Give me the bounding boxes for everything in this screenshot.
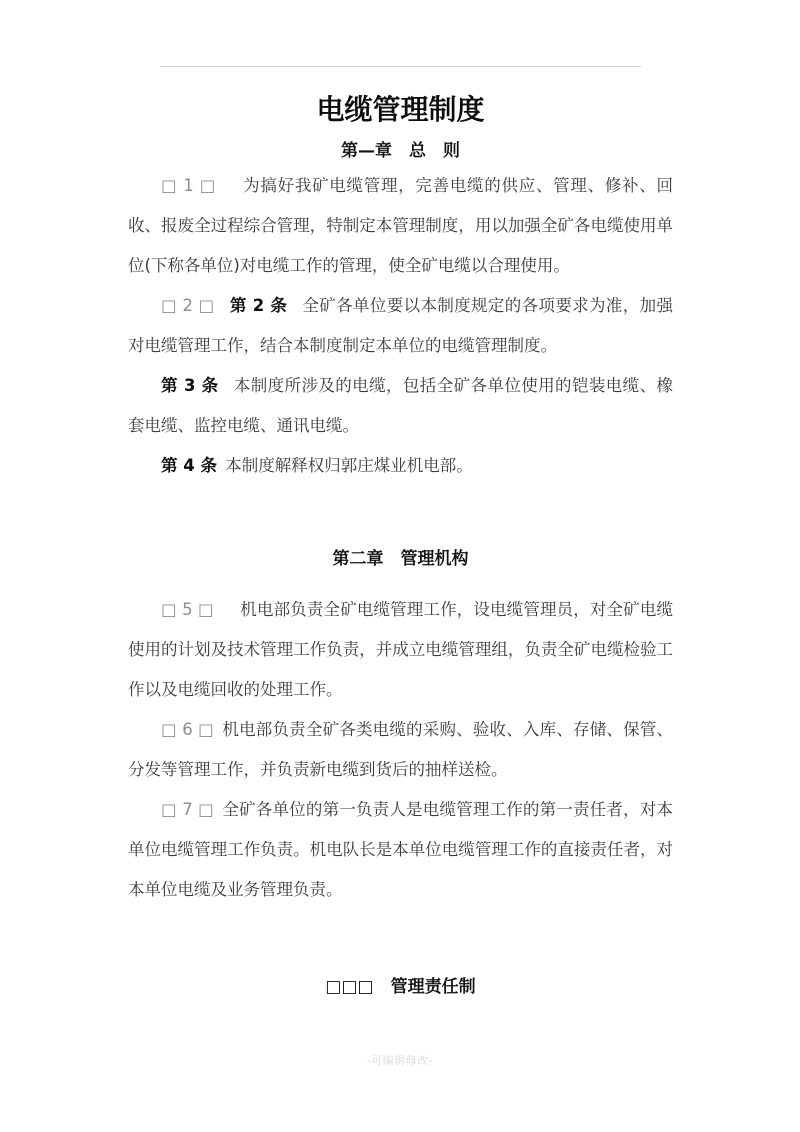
- chapter-3-spacer: [128, 910, 673, 972]
- article-4-text: 本制度解释权归郭庄煤业机电部。: [225, 456, 473, 475]
- chapter-1-heading: 第—章 总 则: [341, 141, 460, 161]
- article-7-marker: □ 7 □: [161, 800, 214, 819]
- page-title: 电缆管理制度: [316, 93, 485, 126]
- chapter-2-heading-spacer: [128, 574, 673, 590]
- article-7-paragraph: [128, 790, 673, 910]
- article-2-paragraph: [128, 286, 673, 366]
- article-1-text: 为搞好我矿电缆管理，完善电缆的供应、管理、修补、回收、报废全过程综合管理，特制定本管理制度，用以加强全矿各电缆使用单位(下称各单位)对电缆工作的管理，使全矿电缆以合理使用。: [128, 176, 674, 275]
- article-6-paragraph: [128, 710, 673, 790]
- header-divider: [160, 66, 641, 67]
- chapter-2-spacer: [128, 486, 673, 544]
- article-5-marker: □ 5 □: [161, 600, 214, 619]
- article-3-label: 第 3 条: [161, 376, 219, 395]
- article-2-label: 第 2 条: [229, 296, 288, 315]
- article-5-text: 机电部负责全矿电缆管理工作，设电缆管理员，对全矿电缆使用的计划及技术管理工作负责，并成立电缆管理组，负责全矿电缆检验工作以及电缆回收的处理工作。: [128, 600, 674, 699]
- article-2-text: 全矿各单位要以本制度规定的各项要求为准，加强对电缆管理工作，结合本制度制定本单位的电缆管理制度。: [128, 296, 673, 355]
- article-4-paragraph: [128, 446, 673, 486]
- article-1-paragraph: [128, 166, 673, 286]
- chapter-2-heading: 第二章 管理机构: [332, 549, 469, 569]
- article-3-text: 本制度所涉及的电缆，包括全矿各单位使用的铠装电缆、橡套电缆、监控电缆、通讯电缆。: [128, 376, 673, 435]
- chapter-3-heading: □□□ 管理责任制: [325, 977, 476, 997]
- document-content: [128, 90, 673, 1002]
- article-4-label: 第 4 条: [161, 456, 217, 475]
- footer-note: -可编辑修改-: [366, 1054, 434, 1067]
- article-6-text: 机电部负责全矿各类电缆的采购、验收、入库、存储、保管、分发等管理工作，并负责新电缆到货后的抽样送检。: [128, 720, 673, 779]
- article-5-paragraph: [128, 590, 673, 710]
- article-6-marker: □ 6 □: [161, 720, 214, 739]
- article-2-marker: □ 2 □: [161, 296, 215, 315]
- article-1-marker: □ 1 □: [161, 176, 217, 195]
- article-3-paragraph: [128, 366, 673, 446]
- article-7-text: 全矿各单位的第一负责人是电缆管理工作的第一责任者，对本单位电缆管理工作负责。机电队长是本单位电缆管理工作的直接责任者，对本单位电缆及业务管理负责。: [128, 800, 673, 899]
